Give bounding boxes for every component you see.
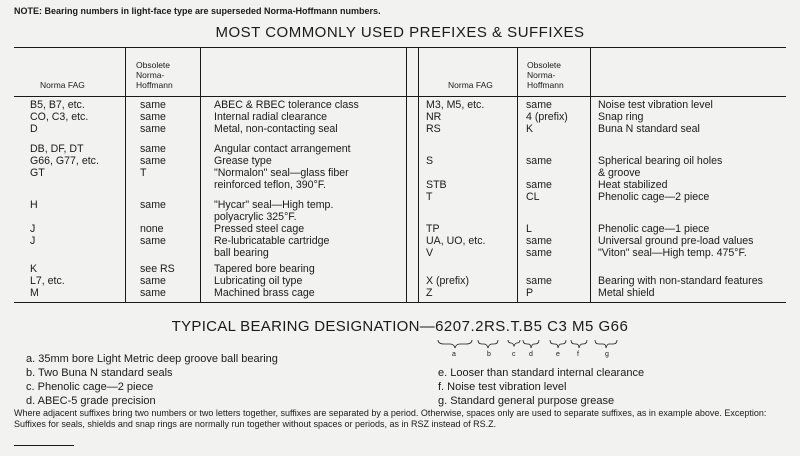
obsolete-code: same <box>140 155 166 167</box>
description: Metal shield <box>598 287 655 299</box>
brace-b <box>478 340 498 348</box>
description: Bearing with non-standard features <box>598 275 763 287</box>
obsolete-code: L <box>526 223 532 235</box>
brace-a <box>438 340 472 348</box>
legend-e: e. Looser than standard internal clearance <box>438 367 645 379</box>
bottom-rule <box>14 445 74 446</box>
legend-b: b. Two Buna N standard seals <box>26 367 173 379</box>
fag-code: NR <box>426 111 442 123</box>
designation-title: TYPICAL BEARING DESIGNATION— <box>171 318 436 335</box>
description: Re-lubricatable cartridge ball bearing <box>214 235 330 259</box>
fag-code: GT <box>30 167 45 179</box>
obsolete-code: same <box>140 235 166 247</box>
description: Buna N standard seal <box>598 123 700 135</box>
obsolete-code: same <box>140 99 166 111</box>
fag-code: Z <box>426 287 433 299</box>
fag-code: DB, DF, DT <box>30 143 84 155</box>
fag-code: J <box>30 223 36 235</box>
header-obsolete-right: Obsolete Norma- Hoffmann <box>527 60 564 90</box>
obsolete-code: T <box>140 167 147 179</box>
header-norma-fag-right: Norma FAG <box>448 80 493 90</box>
fag-code: K <box>30 263 38 275</box>
obsolete-code: same <box>140 199 166 211</box>
obsolete-code: same <box>526 275 552 287</box>
fag-code: B5, B7, etc. <box>30 99 85 111</box>
description: Lubricating oil type <box>214 275 303 287</box>
fag-code: V <box>426 247 434 259</box>
obsolete-code: CL <box>526 191 540 203</box>
obsolete-code: same <box>526 99 552 111</box>
fag-code: UA, UO, etc. <box>426 235 486 247</box>
fag-code: CO, C3, etc. <box>30 111 89 123</box>
obsolete-code: P <box>526 287 534 299</box>
brace-f <box>571 340 587 348</box>
description: Phenolic cage—2 piece <box>598 191 710 203</box>
fag-code: H <box>30 199 38 211</box>
obsolete-code: same <box>140 111 166 123</box>
fag-code: T <box>426 191 433 203</box>
obsolete-code: 4 (prefix) <box>526 111 568 123</box>
description: Metal, non-contacting seal <box>214 123 338 135</box>
description: Noise test vibration level <box>598 99 713 111</box>
brace-label-g: g <box>605 351 609 358</box>
brace-label-a: a <box>452 351 456 358</box>
table-title: MOST COMMONLY USED PREFIXES & SUFFIXES <box>215 24 585 41</box>
description: Grease type <box>214 155 272 167</box>
fag-code: RS <box>426 123 441 135</box>
fag-code: STB <box>426 179 447 191</box>
brace-label-e: e <box>556 351 560 358</box>
description: Tapered bore bearing <box>214 263 315 275</box>
description: Internal radial clearance <box>214 111 328 123</box>
brace-label-d: d <box>529 351 533 358</box>
legend-c: c. Phenolic cage—2 piece <box>26 381 154 393</box>
description: ABEC & RBEC tolerance class <box>214 99 359 111</box>
brace-label-b: b <box>487 351 491 358</box>
description: "Hycar" seal—High temp. polyacrylic 325°F. <box>214 199 334 223</box>
obsolete-code: same <box>140 123 166 135</box>
fag-code: M3, M5, etc. <box>426 99 485 111</box>
note-text: NOTE: Bearing numbers in light-face type are superseded Norma-Hoffmann numbers. <box>14 6 381 16</box>
description: Universal ground pre-load values <box>598 235 754 247</box>
obsolete-code: same <box>526 155 552 167</box>
fag-code: D <box>30 123 38 135</box>
description: "Normalon" seal—glass fiber reinforced teflon, 390°F. <box>214 167 349 191</box>
obsolete-code: same <box>140 287 166 299</box>
designation-code: 6207.2RS.T.B5 C3 M5 G66 <box>435 318 629 335</box>
fag-code: M <box>30 287 39 299</box>
brace-d <box>523 340 539 348</box>
description: Pressed steel cage <box>214 223 305 235</box>
obsolete-code: K <box>526 123 534 135</box>
legend-f: f. Noise test vibration level <box>438 381 567 393</box>
legend-g: g. Standard general purpose grease <box>438 395 615 407</box>
fag-code: TP <box>426 223 440 235</box>
legend-d: d. ABEC-5 grade precision <box>26 395 156 407</box>
legend-a: a. 35mm bore Light Metric deep groove ball bearing <box>26 353 278 365</box>
obsolete-code: same <box>140 143 166 155</box>
obsolete-code: see RS <box>140 263 175 275</box>
description: "Viton" seal—High temp. 475°F. <box>598 247 747 259</box>
description: Snap ring <box>598 111 644 123</box>
obsolete-code: same <box>526 179 552 191</box>
obsolete-code: none <box>140 223 164 235</box>
description: Angular contact arrangement <box>214 143 351 155</box>
description: Machined brass cage <box>214 287 315 299</box>
fag-code: G66, G77, etc. <box>30 155 99 167</box>
fag-code: L7, etc. <box>30 275 65 287</box>
obsolete-code: same <box>140 275 166 287</box>
brace-g <box>595 340 617 348</box>
fag-code: X (prefix) <box>426 275 469 287</box>
description: Spherical bearing oil holes & groove <box>598 155 723 179</box>
header-norma-fag-left: Norma FAG <box>40 80 85 90</box>
fag-code: J <box>30 235 36 247</box>
obsolete-code: same <box>526 247 552 259</box>
brace-c <box>508 340 520 346</box>
brace-label-f: f <box>577 351 579 358</box>
header-obsolete-left: Obsolete Norma- Hoffmann <box>136 60 173 90</box>
description: Phenolic cage—1 piece <box>598 223 710 235</box>
brace-e <box>550 340 566 348</box>
fag-code: S <box>426 155 434 167</box>
footnote: Where adjacent suffixes bring two numbers or two letters together, suffixes are separated by a period. Otherwise, spaces only are used to separate suffixes, as in example above. Exception: Suffixes for seals, shields and snap rings are normally run together without spaces or periods, as in RSZ instead of RS.Z. <box>14 408 767 429</box>
description: Heat stabilized <box>598 179 668 191</box>
obsolete-code: same <box>526 235 552 247</box>
brace-label-c: c <box>512 351 516 358</box>
